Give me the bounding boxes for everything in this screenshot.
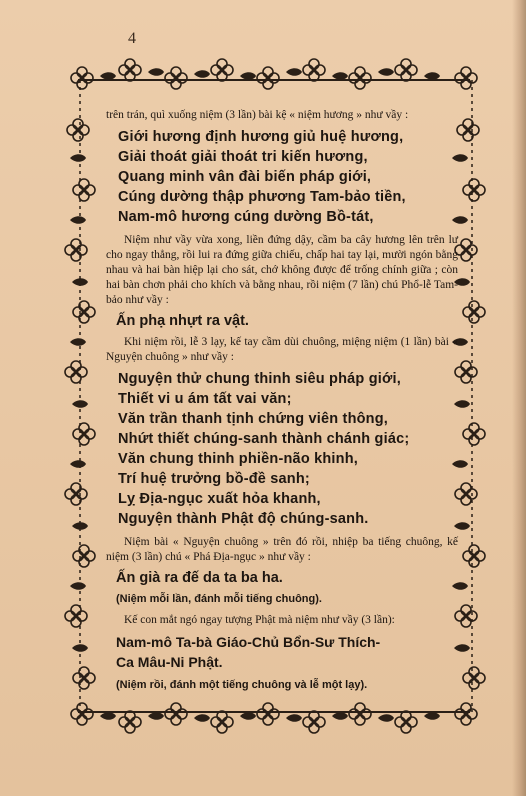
verse-line: Lỵ Địa-ngục xuất hỏa khanh, (118, 491, 321, 507)
instruction-paragraph: Khi niệm rồi, lễ 3 lạy, kế tay cầm dùi chuông, miệng niệm (1 lần) bài « Nguyện chuông » như vầy : (106, 336, 458, 363)
verse-line: Nguyện thành Phật độ chúng-sanh. (118, 511, 369, 527)
border-left (65, 119, 95, 689)
verse-line: Giới hương định hương giủ huệ hương, (118, 129, 404, 145)
instruction-paragraph: Niệm bài « Nguyện chuông » trên đó rồi, nhiệp ba tiếng chuông, kế niệm (3 lần) chú « Phá Địa-ngục » như vầy : (106, 536, 458, 563)
verse-line: Nhứt thiết chúng-sanh thành chánh giác; (118, 431, 410, 447)
mantra-offering: Ấn phạ nhựt ra vật. (116, 313, 249, 329)
border-top (71, 59, 477, 89)
page-number: 4 (128, 30, 136, 47)
mantra-hell: Ấn già ra đế da ta ba ha. (116, 570, 283, 586)
verse-line: Trí huệ trưởng bồ-đề sanh; (118, 471, 310, 487)
verse-incense (106, 127, 458, 227)
verse-line: Nguyện thử chung thinh siêu pháp giới, (118, 371, 401, 387)
buddha-name-line: Nam-mô Ta-bà Giáo-Chủ Bổn-Sư Thích- (116, 634, 381, 650)
instruction-paragraph: Niệm như vầy vừa xong, liền đứng dậy, cầm ba cây hương lên trên lư cho ngay thẳng, rồi lui ra đứng giữa chiếu, chấp hai tay lại, mười ngón bằng nhau và hai bàn hiệp lại cho sát, chớ không được để trống chính giữa ; còn hai bàn chơn phải cho khích và bằng nhau, rồi niệm (7 lần) chú Phổ-lễ Tam-bảo như vầy : (106, 234, 458, 306)
verse-line: Nam-mô hương cúng dường Bồ-tát, (118, 209, 374, 225)
instruction-paragraph: Kế con mắt ngó ngay tượng Phật mà niệm như vầy (3 lần): (124, 614, 395, 626)
buddha-name-line: Ca Mâu-Ni Phật. (116, 654, 223, 670)
verse-line: Văn chung thinh phiền-não khinh, (118, 451, 358, 467)
note-closing: (Niệm rồi, đánh một tiếng chuông và lễ một lạy). (116, 679, 368, 691)
border-bottom (71, 703, 477, 733)
note-bell: (Niệm mỗi lần, đánh mỗi tiếng chuông). (116, 593, 322, 605)
intro-text: trên trán, quì xuống niệm (3 lần) bài kệ « niệm hương » như vầy : (106, 109, 409, 121)
verse-line: Thiết vi u ám tất vai văn; (118, 391, 292, 407)
verse-bell (106, 369, 458, 529)
page-content (106, 108, 458, 693)
verse-line: Giải thoát giải thoát tri kiến hương, (118, 149, 368, 165)
verse-line: Cúng dường thập phương Tam-bảo tiền, (118, 189, 406, 205)
verse-line: Quang minh vân đài biến pháp giới, (118, 169, 372, 185)
verse-line: Văn trần thanh tịnh chứng viên thông, (118, 411, 389, 427)
